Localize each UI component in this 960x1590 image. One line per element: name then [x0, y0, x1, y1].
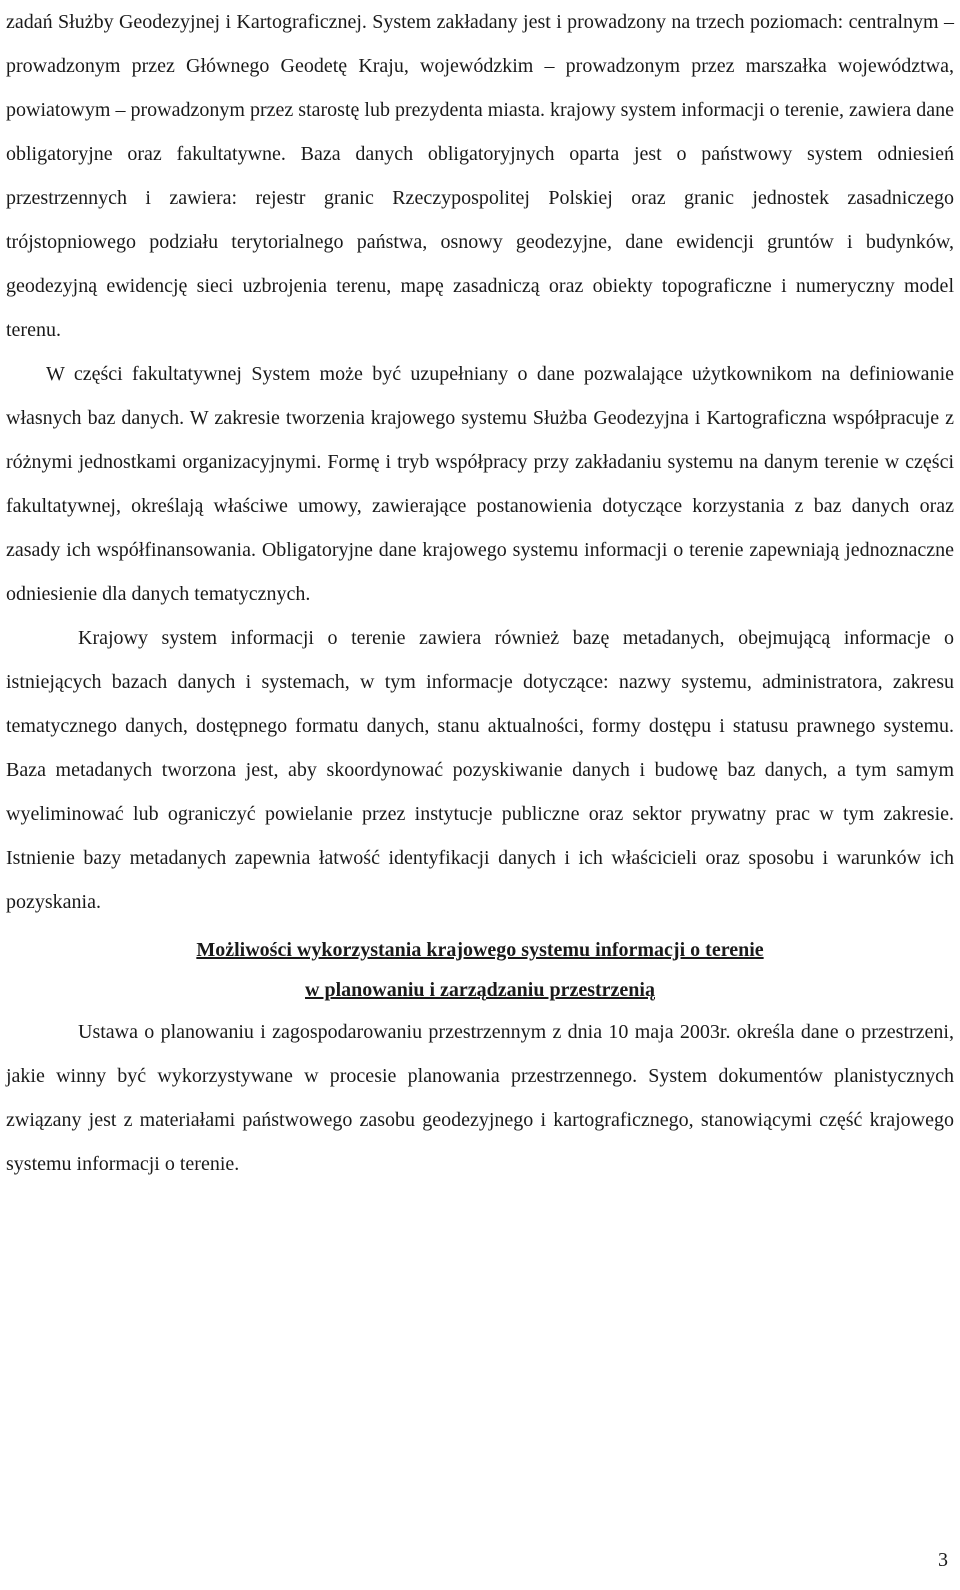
section-heading-line-1: Możliwości wykorzystania krajowego systemu informacji o terenie [196, 939, 764, 961]
section-heading-line-2: w planowaniu i zarządzaniu przestrzenią [305, 979, 655, 1001]
paragraph-planning-act: Ustawa o planowaniu i zagospodarowaniu przestrzennym z dnia 10 maja 2003r. określa dane o przestrzeni, jakie winny być wykorzystywane w procesie planowania przestrzennego. System dokumentów planistycznych związany jest z materiałami państwowego zasobu geodezyjnego i kartograficznego, stanowiącymi część krajowego systemu informacji o terenie. [6, 1021, 954, 1175]
page-number: 3 [938, 1549, 948, 1571]
document-page [6, 0, 954, 1186]
section-heading [6, 930, 954, 1010]
paragraph-optional-part: W części fakultatywnej System może być uzupełniany o dane pozwalające użytkownikom na definiowanie własnych baz danych. W zakresie tworzenia krajowego systemu Służba Geodezyjna i Kartograficzna współpracuje z różnymi jednostkami organizacyjnymi. Formę i tryb współpracy przy zakładaniu systemu na danym terenie w części fakultatywnej, określają właściwe umowy, zawierające postanowienia dotyczące korzystania z baz danych oraz zasady ich współfinansowania. Obligatoryjne dane krajowego systemu informacji o terenie zapewniają jednoznaczne odniesienie dla danych tematycznych. [6, 363, 954, 605]
paragraph-system-levels: zadań Służby Geodezyjnej i Kartograficznej. System zakładany jest i prowadzony na trzech poziomach: centralnym – prowadzonym przez Głównego Geodetę Kraju, wojewódzkim – prowadzonym przez marszałka województwa, powiatowym – prowadzonym przez starostę lub prezydenta miasta. krajowy system informacji o terenie, zawiera dane obligatoryjne oraz fakultatywne. Baza danych obligatoryjnych oparta jest o państwowy system odniesień przestrzennych i zawiera: rejestr granic Rzeczypospolitej Polskiej oraz granic jednostek zasadniczego trójstopniowego podziału terytorialnego państwa, osnowy geodezyjne, dane ewidencji gruntów i budynków, geodezyjną ewidencję sieci uzbrojenia terenu, mapę zasadniczą oraz obiekty topograficzne i numeryczny model terenu. [6, 11, 954, 341]
paragraph-metadata-base: Krajowy system informacji o terenie zawiera również bazę metadanych, obejmującą informacje o istniejących bazach danych i systemach, w tym informacje dotyczące: nazwy systemu, administratora, zakresu tematycznego danych, dostępnego formatu danych, stanu aktualności, formy dostępu i statusu prawnego systemu. Baza metadanych tworzona jest, aby skoordynować pozyskiwanie danych i budowę baz danych, a tym samym wyeliminować lub ograniczyć powielanie przez instytucje publiczne oraz sektor prywatny prac w tym zakresie. Istnienie bazy metadanych zapewnia łatwość identyfikacji danych i ich właścicieli oraz sposobu i warunków ich pozyskania. [6, 627, 954, 913]
